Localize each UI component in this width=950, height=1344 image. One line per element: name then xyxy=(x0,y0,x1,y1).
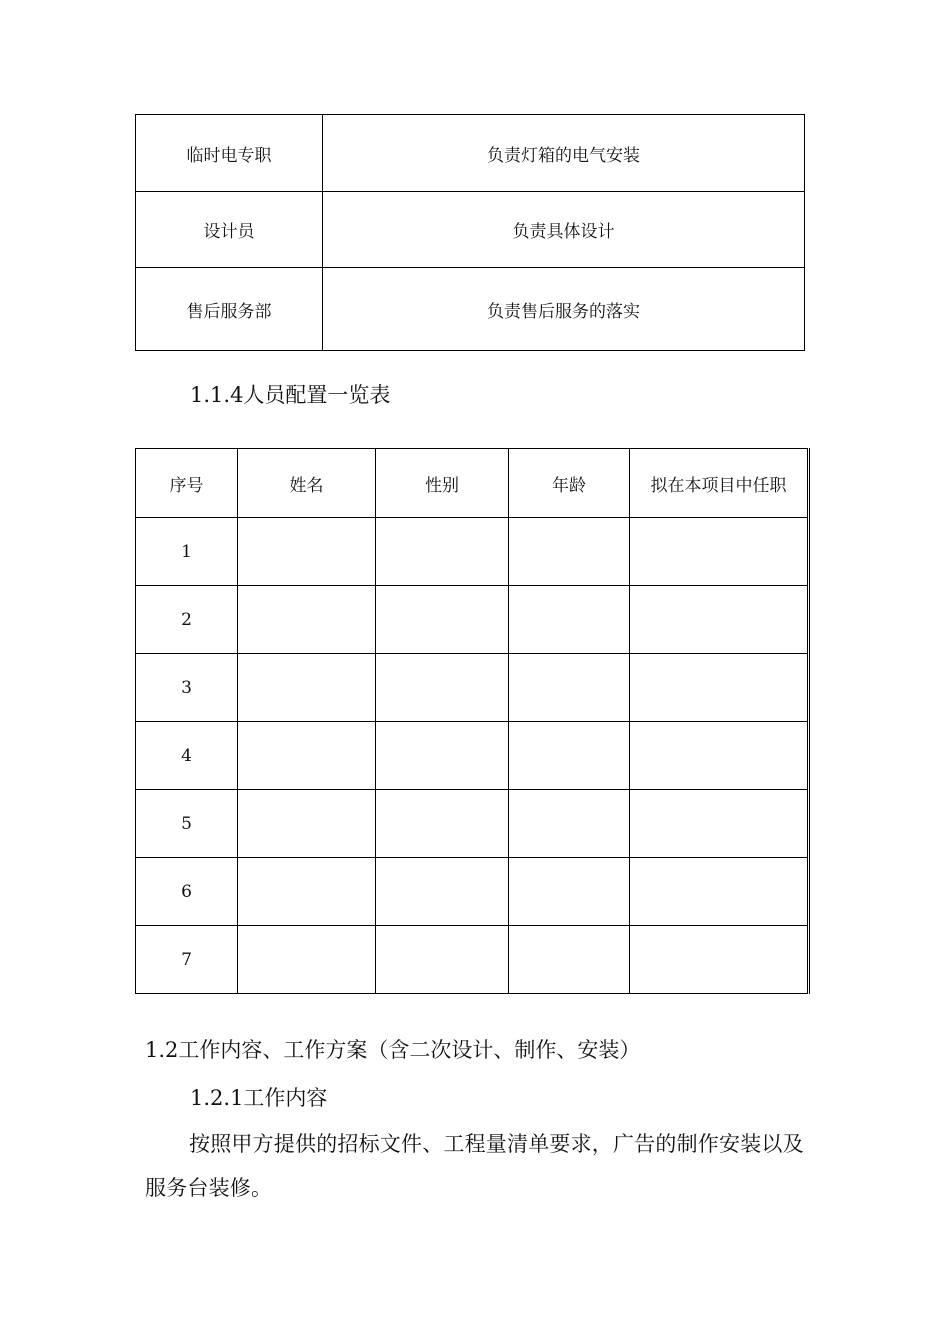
section-heading-work-content: 1.2.1工作内容 xyxy=(190,1086,328,1110)
cell-no: 3 xyxy=(136,654,238,722)
cell-no: 2 xyxy=(136,586,238,654)
table-row xyxy=(136,926,809,994)
cell-name xyxy=(238,518,376,586)
cell-name xyxy=(238,790,376,858)
cell-name xyxy=(238,858,376,926)
table-row xyxy=(136,858,809,926)
cell-age xyxy=(509,518,630,586)
cell-no: 4 xyxy=(136,722,238,790)
duty-cell: 负责售后服务的落实 xyxy=(323,268,805,351)
cell-gender xyxy=(376,654,509,722)
cell-position xyxy=(630,790,809,858)
table-row xyxy=(136,115,805,192)
duty-cell: 负责灯箱的电气安装 xyxy=(323,115,805,192)
role-cell: 售后服务部 xyxy=(136,268,323,351)
cell-name xyxy=(238,586,376,654)
staff-table xyxy=(135,448,810,994)
cell-gender xyxy=(376,722,509,790)
cell-age xyxy=(509,926,630,994)
header-age: 年龄 xyxy=(509,449,630,518)
cell-position xyxy=(630,926,809,994)
cell-age xyxy=(509,858,630,926)
cell-position xyxy=(630,586,809,654)
cell-position xyxy=(630,722,809,790)
roles-table xyxy=(135,114,805,351)
table-row xyxy=(136,586,809,654)
header-no: 序号 xyxy=(136,449,238,518)
cell-name xyxy=(238,926,376,994)
cell-gender xyxy=(376,858,509,926)
table-row xyxy=(136,518,809,586)
cell-no: 7 xyxy=(136,926,238,994)
cell-no: 6 xyxy=(136,858,238,926)
table-row xyxy=(136,654,809,722)
section-heading-work-plan: 1.2工作内容、工作方案（含二次设计、制作、安装） xyxy=(145,1038,641,1062)
header-gender: 性别 xyxy=(376,449,509,518)
cell-age xyxy=(509,586,630,654)
table-row xyxy=(136,790,809,858)
cell-position xyxy=(630,518,809,586)
table-row xyxy=(136,722,809,790)
cell-position xyxy=(630,858,809,926)
cell-age xyxy=(509,654,630,722)
table-header-row xyxy=(136,449,809,518)
header-position: 拟在本项目中任职 xyxy=(630,449,809,518)
cell-no: 5 xyxy=(136,790,238,858)
cell-gender xyxy=(376,926,509,994)
body-paragraph: 按照甲方提供的招标文件、工程量清单要求，广告的制作安装以及服务台装修。 xyxy=(145,1132,804,1200)
cell-name xyxy=(238,654,376,722)
cell-age xyxy=(509,722,630,790)
cell-gender xyxy=(376,586,509,654)
cell-gender xyxy=(376,790,509,858)
cell-no: 1 xyxy=(136,518,238,586)
role-cell: 设计员 xyxy=(136,192,323,268)
role-cell: 临时电专职 xyxy=(136,115,323,192)
table-row xyxy=(136,268,805,351)
header-name: 姓名 xyxy=(238,449,376,518)
cell-age xyxy=(509,790,630,858)
cell-position xyxy=(630,654,809,722)
cell-name xyxy=(238,722,376,790)
cell-gender xyxy=(376,518,509,586)
section-heading-staff-list: 1.1.4人员配置一览表 xyxy=(190,383,391,407)
duty-cell: 负责具体设计 xyxy=(323,192,805,268)
table-row xyxy=(136,192,805,268)
